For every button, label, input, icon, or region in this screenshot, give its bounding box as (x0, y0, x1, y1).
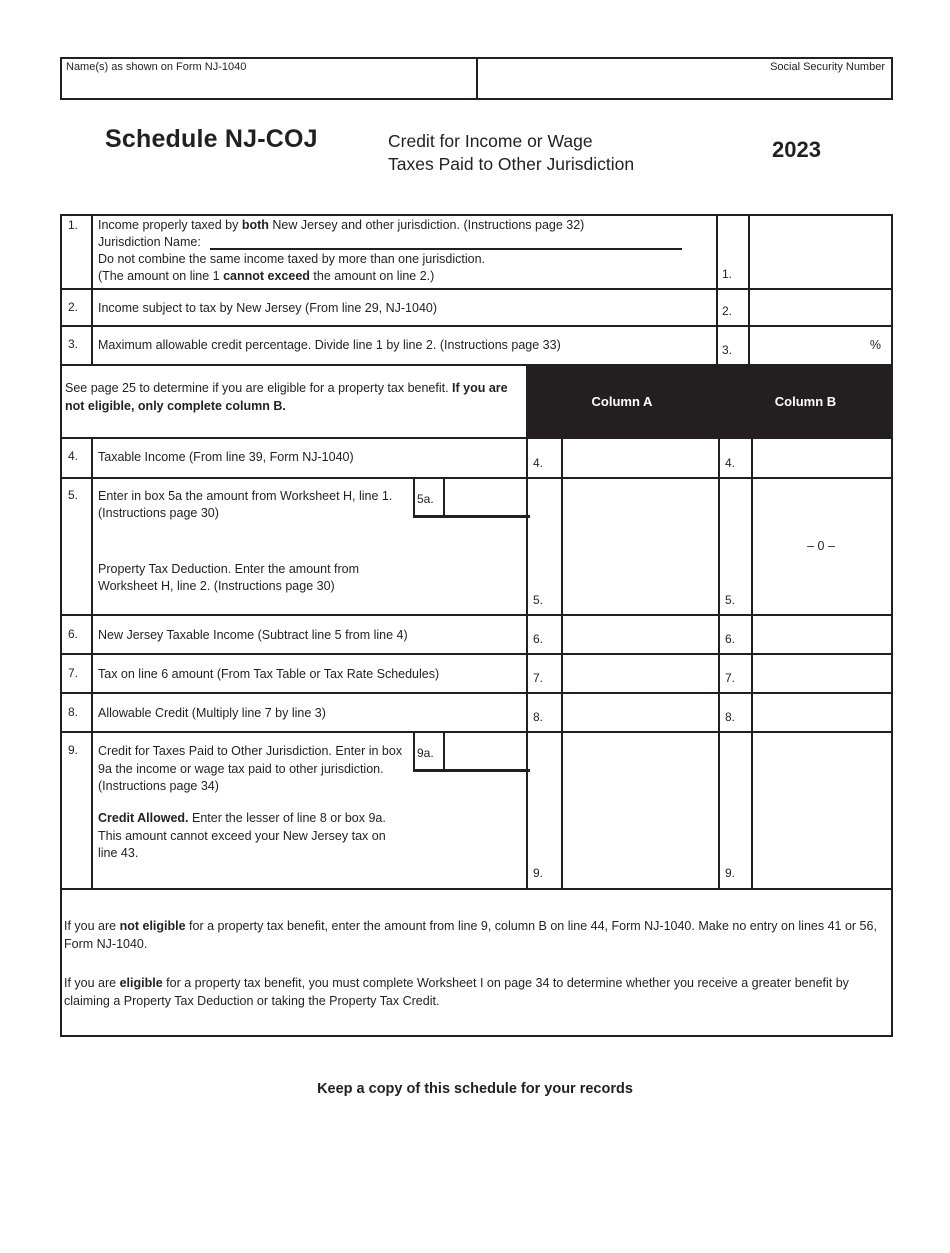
line6-number: 6. (68, 627, 79, 641)
line1-number: 1. (68, 218, 79, 232)
form-subtitle-line1: Credit for Income or Wage (388, 131, 593, 151)
footer-note-2: If you are eligible for a property tax benefit, you must complete Worksheet I on page 34 to determine whether you receive a greater benefit by claiming a Property Tax Deduction or taking the Property Tax Credit. (64, 976, 849, 1008)
line4-description: Taxable Income (From line 39, Form NJ-1040) (98, 450, 354, 464)
line1-text3: Do not combine the same income taxed by more than one jurisdiction. (98, 252, 486, 266)
line1-description (98, 217, 713, 285)
line5-paragraph2: Property Tax Deduction. Enter the amount from Worksheet H, line 2. (Instructions page 30) (98, 562, 360, 593)
line9-colA-label: 9. (533, 866, 544, 880)
grid-line (91, 437, 93, 890)
name-field-label: Name(s) as shown on Form NJ-1040 (66, 61, 247, 73)
line8-number: 8. (68, 705, 79, 719)
keep-copy-notice: Keep a copy of this schedule for your records (317, 1081, 633, 1097)
grid-line (891, 57, 893, 100)
grid-line (413, 769, 530, 772)
line8-colB-label: 8. (725, 710, 736, 724)
line7-description: Tax on line 6 amount (From Tax Table or Tax Rate Schedules) (98, 667, 440, 681)
line1-text4: (The amount on line 1 cannot exceed the amount on line 2.) (98, 269, 435, 283)
line2-description: Income subject to tax by New Jersey (From line 29, NJ-1040) (98, 301, 438, 315)
line8-description: Allowable Credit (Multiply line 7 by line 3) (98, 706, 326, 720)
line1-box-label: 1. (722, 267, 733, 281)
line7-colB-label: 7. (725, 671, 736, 685)
line2-number: 2. (68, 300, 79, 314)
line9-colB-label: 9. (725, 866, 736, 880)
form-subtitle (388, 130, 634, 176)
box5a-label: 5a. (417, 492, 434, 506)
line5-number: 5. (68, 488, 79, 502)
line6-colB-amount-cell[interactable] (753, 616, 891, 653)
form-title: Schedule NJ-COJ (105, 125, 318, 153)
line4-colA-amount-cell[interactable] (563, 439, 718, 477)
line9-colB-amount-cell[interactable] (753, 733, 891, 888)
line3-number: 3. (68, 337, 79, 351)
grid-line (413, 515, 530, 518)
line5-paragraph1: Enter in box 5a the amount from Worksheet H, line 1. (Instructions page 30) (98, 489, 393, 520)
column-b-header: Column B (774, 394, 837, 409)
line9-number: 9. (68, 743, 79, 757)
eligibility-note-bold: If you are not eligible, only complete column B. (65, 381, 508, 413)
jurisdiction-name-underline[interactable] (210, 248, 682, 250)
eligibility-note (65, 379, 510, 415)
line2-amount-cell[interactable] (750, 290, 891, 325)
grid-line (60, 1035, 893, 1037)
grid-line (413, 477, 415, 517)
line9-paragraph1: Credit for Taxes Paid to Other Jurisdiction. Enter in box 9a the income or wage tax paid to other jurisdiction. (Instructions page 34) (98, 744, 403, 793)
line4-number: 4. (68, 449, 79, 463)
footer-note-1: If you are not eligible for a property tax benefit, enter the amount from line 9, column B on line 44, Form NJ-1040. Make no entry on lines 41 or 56, Form NJ-1040. (64, 919, 877, 951)
box9a-label: 9a. (417, 746, 434, 760)
line2-box-label: 2. (722, 304, 733, 318)
line8-colA-label: 8. (533, 710, 544, 724)
line8-colB-amount-cell[interactable] (753, 694, 891, 731)
line8-colA-amount-cell[interactable] (563, 694, 718, 731)
column-a-header: Column A (591, 394, 653, 409)
line3-description: Maximum allowable credit percentage. Divide line 1 by line 2. (Instructions page 33) (98, 338, 561, 352)
line4-colB-label: 4. (725, 456, 736, 470)
line4-colA-label: 4. (533, 456, 544, 470)
line5-colB-zero-value: – 0 – (807, 538, 835, 553)
form-subtitle-line2: Taxes Paid to Other Jurisdiction (388, 154, 635, 174)
line6-colA-label: 6. (533, 632, 544, 646)
grid-line (413, 731, 415, 771)
grid-line (891, 214, 893, 1037)
grid-line (526, 437, 528, 890)
grid-line (716, 214, 718, 366)
line7-colA-label: 7. (533, 671, 544, 685)
line7-colA-amount-cell[interactable] (563, 655, 718, 692)
grid-line (60, 214, 62, 1037)
column-header-bar (526, 364, 893, 439)
line7-number: 7. (68, 666, 79, 680)
line3-box-label: 3. (722, 343, 733, 357)
grid-line (91, 214, 93, 366)
line5-colA-label: 5. (533, 593, 544, 607)
credit-allowed-bold: Credit Allowed. (98, 811, 189, 825)
line6-colB-label: 6. (725, 632, 736, 646)
line6-colA-amount-cell[interactable] (563, 616, 718, 653)
jurisdiction-name-label: Jurisdiction Name: (98, 235, 201, 249)
box9a-amount-cell[interactable] (445, 733, 526, 769)
line1-amount-cell[interactable] (750, 216, 891, 288)
line9-paragraph2: Credit Allowed. Enter the lesser of line 8 or box 9a. This amount cannot exceed your New Jersey tax on line 43. (98, 811, 386, 860)
line1-text1: Income properly taxed by both New Jersey and other jurisdiction. (Instructions page 32) (98, 218, 585, 232)
line4-colB-amount-cell[interactable] (753, 439, 891, 477)
line5-colA-amount-cell[interactable] (563, 479, 718, 614)
grid-line (60, 888, 893, 890)
ssn-field-label: Social Security Number (770, 61, 885, 73)
line7-colB-amount-cell[interactable] (753, 655, 891, 692)
line9-colA-amount-cell[interactable] (563, 733, 718, 888)
line5-colB-label: 5. (725, 593, 736, 607)
line3-percent-sign: % (869, 338, 881, 352)
tax-year: 2023 (772, 137, 821, 162)
eligibility-note-text: See page 25 to determine if you are eligible for a property tax benefit. (65, 381, 453, 395)
line6-description: New Jersey Taxable Income (Subtract line 5 from line 4) (98, 628, 408, 642)
grid-line (718, 437, 720, 890)
box5a-amount-cell[interactable] (445, 479, 526, 515)
